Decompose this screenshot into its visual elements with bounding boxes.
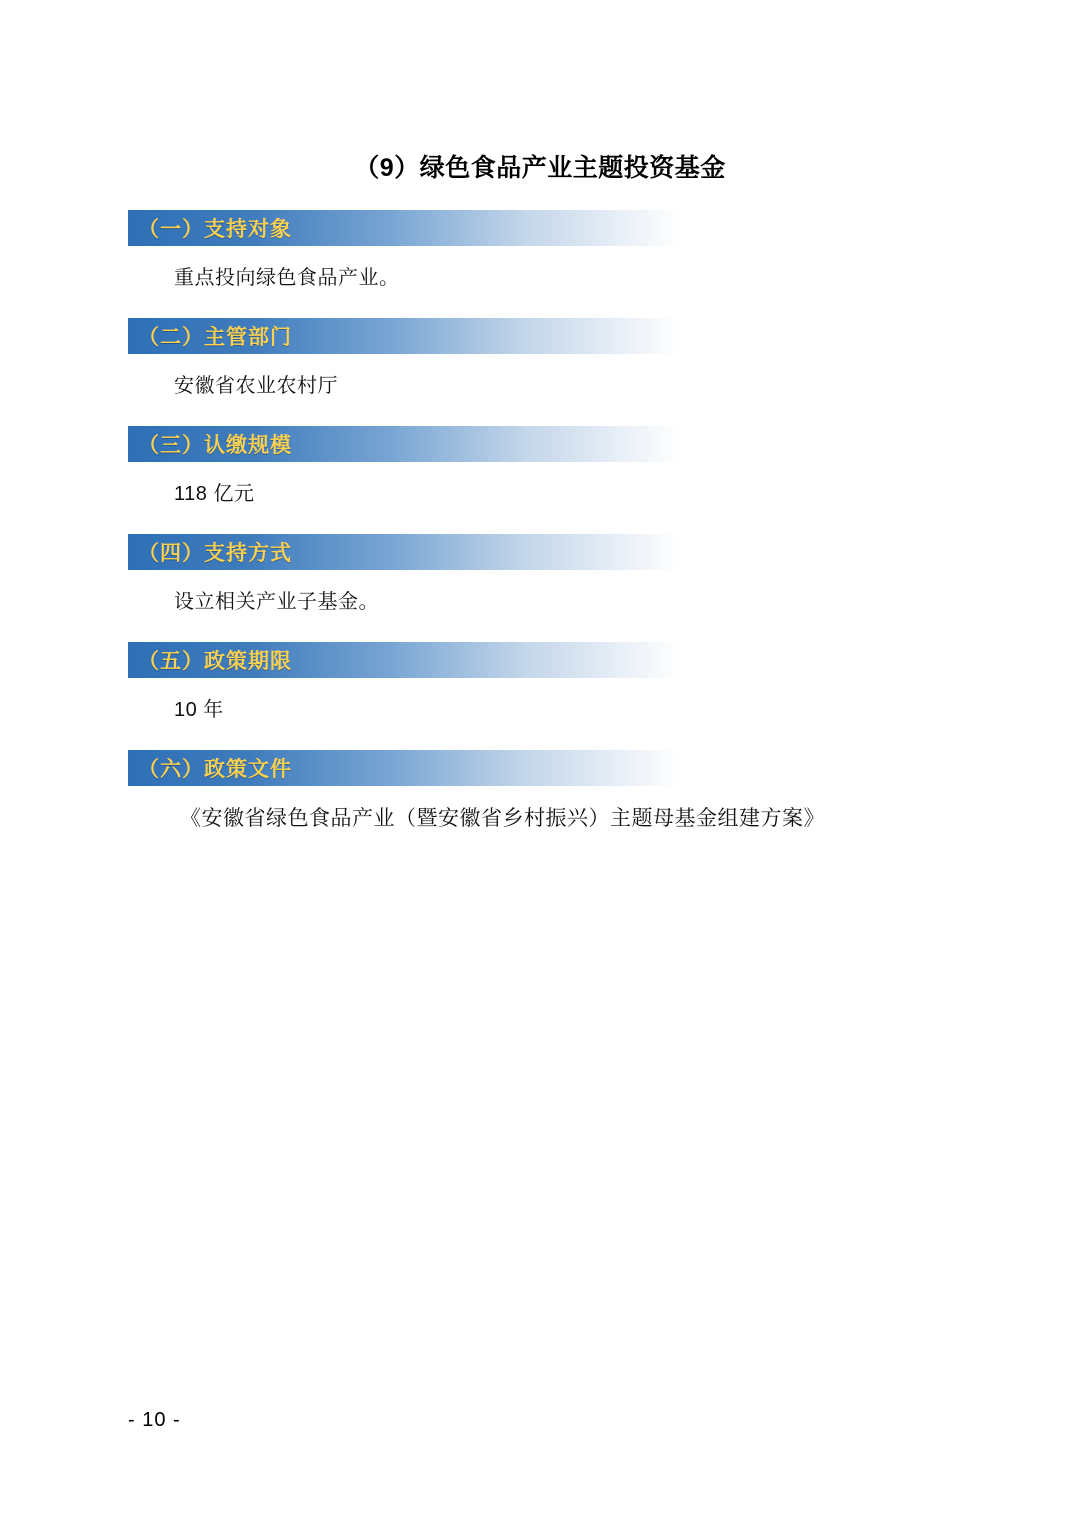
section-body-authority: 安徽省农业农村厅 <box>174 375 338 397</box>
section-header-support-method <box>128 534 680 570</box>
section-header-policy-document <box>128 750 680 786</box>
section-body-subscription-scale: 118 亿元 <box>174 483 255 505</box>
section-header-authority <box>128 318 680 354</box>
section-heading-label: （一）支持对象 <box>138 218 292 241</box>
section-heading-label: （三）认缴规模 <box>138 434 292 457</box>
section-support-method <box>128 534 952 620</box>
section-header-subscription-scale <box>128 426 680 462</box>
section-body-policy-document: 《安徽省绿色食品产业（暨安徽省乡村振兴）主题母基金组建方案》 <box>180 807 825 830</box>
section-support-target <box>128 210 952 296</box>
section-body-policy-term: 10 年 <box>174 699 224 721</box>
section-authority <box>128 318 952 404</box>
section-policy-document <box>128 750 952 838</box>
section-heading-label: （五）政策期限 <box>138 650 292 673</box>
section-body-support-target: 重点投向绿色食品产业。 <box>174 267 400 289</box>
page-title: （9）绿色食品产业主题投资基金 <box>354 154 726 182</box>
page-number: - 10 - <box>128 1409 181 1431</box>
section-header-support-target <box>128 210 680 246</box>
section-heading-label: （六）政策文件 <box>138 758 292 781</box>
section-policy-term <box>128 642 952 728</box>
section-heading-label: （二）主管部门 <box>138 326 292 349</box>
section-header-policy-term <box>128 642 680 678</box>
section-subscription-scale <box>128 426 952 512</box>
section-body-support-method: 设立相关产业子基金。 <box>174 591 379 613</box>
section-heading-label: （四）支持方式 <box>138 542 292 565</box>
